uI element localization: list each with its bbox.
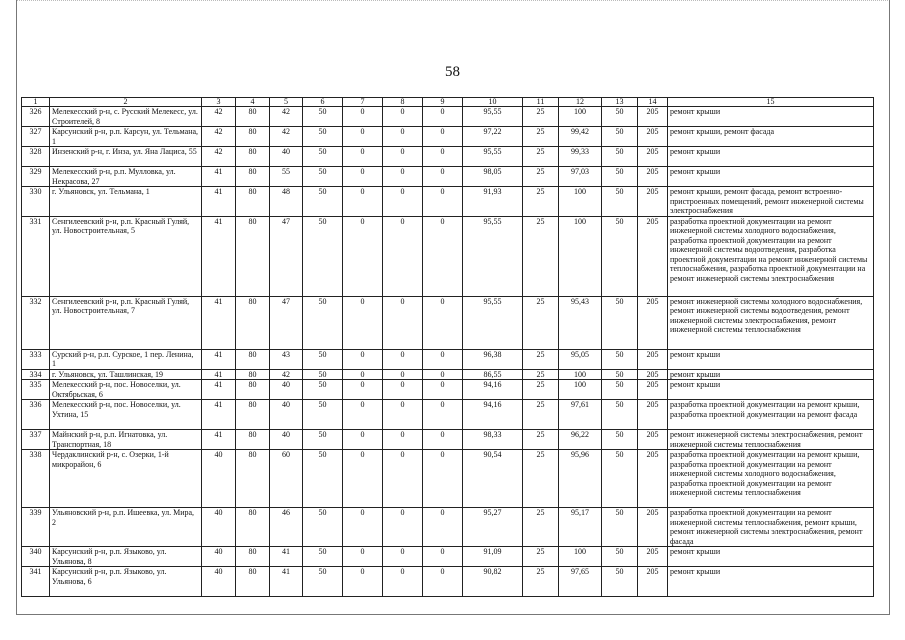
- value-cell: 50: [602, 167, 638, 187]
- column-header: 9: [423, 98, 463, 107]
- value-cell: 50: [602, 430, 638, 450]
- value-cell: 0: [343, 127, 383, 147]
- value-cell: 41: [202, 380, 236, 400]
- column-header: 5: [270, 98, 303, 107]
- value-cell: 80: [236, 167, 270, 187]
- value-cell: 96,22: [559, 430, 602, 450]
- value-cell: 0: [343, 187, 383, 217]
- address-cell: Мелекесский р-н, пос. Новоселки, ул. Октябрьская, 6: [50, 380, 202, 400]
- work-description-cell: ремонт инженерной системы электроснабжения, ремонт инженерной системы теплоснабжения: [668, 430, 874, 450]
- value-cell: 50: [602, 187, 638, 217]
- table-row: [22, 400, 874, 430]
- value-cell: 0: [423, 349, 463, 369]
- value-cell: 0: [423, 187, 463, 217]
- row-number: 336: [22, 400, 50, 430]
- value-cell: 95,55: [463, 107, 523, 127]
- value-cell: 40: [270, 147, 303, 167]
- value-cell: 0: [383, 107, 423, 127]
- table-body: [22, 98, 874, 597]
- value-cell: 50: [303, 400, 343, 430]
- value-cell: 98,33: [463, 430, 523, 450]
- value-cell: 25: [523, 508, 559, 547]
- value-cell: 50: [602, 349, 638, 369]
- work-description-cell: разработка проектной документации на ремонт крыши, разработка проектной документации на ремонт инженерной системы холодного водоснабжения, разработка проектной документации на ремонт инженерной системы теплоснабжения: [668, 450, 874, 508]
- value-cell: 0: [343, 296, 383, 349]
- value-cell: 41: [202, 187, 236, 217]
- value-cell: 80: [236, 216, 270, 296]
- value-cell: 0: [343, 380, 383, 400]
- value-cell: 50: [602, 508, 638, 547]
- value-cell: 90,82: [463, 567, 523, 597]
- address-cell: Сурский р-н, р.п. Сурское, 1 пер. Ленина, 1: [50, 349, 202, 369]
- work-description-cell: разработка проектной документации на ремонт крыши, разработка проектной документации на ремонт фасада: [668, 400, 874, 430]
- value-cell: 205: [638, 567, 668, 597]
- value-cell: 205: [638, 380, 668, 400]
- value-cell: 0: [343, 167, 383, 187]
- value-cell: 0: [343, 369, 383, 380]
- value-cell: 55: [270, 167, 303, 187]
- row-number: 335: [22, 380, 50, 400]
- column-header: 2: [50, 98, 202, 107]
- value-cell: 42: [202, 147, 236, 167]
- address-cell: Чердаклинский р-н, с. Озерки, 1-й микрорайон, 6: [50, 450, 202, 508]
- value-cell: 25: [523, 216, 559, 296]
- value-cell: 0: [423, 369, 463, 380]
- value-cell: 95,55: [463, 216, 523, 296]
- address-cell: г. Ульяновск, ул. Тельмана, 1: [50, 187, 202, 217]
- row-number: 340: [22, 547, 50, 567]
- work-description-cell: ремонт крыши: [668, 349, 874, 369]
- row-number: 330: [22, 187, 50, 217]
- value-cell: 40: [202, 450, 236, 508]
- row-number: 329: [22, 167, 50, 187]
- value-cell: 0: [343, 547, 383, 567]
- address-cell: Майнский р-н, р.п. Игнатовка, ул. Транспортная, 18: [50, 430, 202, 450]
- value-cell: 42: [202, 127, 236, 147]
- address-cell: Сенгилеевский р-н, р.п. Красный Гуляй, ул. Новостроительная, 5: [50, 216, 202, 296]
- value-cell: 205: [638, 187, 668, 217]
- value-cell: 25: [523, 567, 559, 597]
- value-cell: 0: [383, 380, 423, 400]
- column-header: 13: [602, 98, 638, 107]
- value-cell: 95,55: [463, 296, 523, 349]
- address-cell: Карсунский р-н, р.п. Языково, ул. Ульянова, 6: [50, 567, 202, 597]
- page-number: 58: [445, 64, 460, 80]
- table-row: [22, 107, 874, 127]
- value-cell: 99,33: [559, 147, 602, 167]
- value-cell: 95,43: [559, 296, 602, 349]
- value-cell: 205: [638, 547, 668, 567]
- value-cell: 80: [236, 107, 270, 127]
- table-row: [22, 349, 874, 369]
- value-cell: 41: [270, 567, 303, 597]
- value-cell: 0: [423, 450, 463, 508]
- value-cell: 41: [202, 400, 236, 430]
- work-description-cell: ремонт крыши, ремонт фасада: [668, 127, 874, 147]
- column-header: 8: [383, 98, 423, 107]
- value-cell: 25: [523, 430, 559, 450]
- row-number: 326: [22, 107, 50, 127]
- value-cell: 50: [303, 508, 343, 547]
- repair-program-table: [21, 97, 874, 597]
- value-cell: 94,16: [463, 400, 523, 430]
- table-row: [22, 127, 874, 147]
- value-cell: 25: [523, 107, 559, 127]
- table-row: [22, 567, 874, 597]
- value-cell: 25: [523, 369, 559, 380]
- value-cell: 50: [303, 167, 343, 187]
- value-cell: 80: [236, 547, 270, 567]
- table-row: [22, 296, 874, 349]
- value-cell: 80: [236, 349, 270, 369]
- work-description-cell: разработка проектной документации на ремонт инженерной системы теплоснабжения, ремонт крыши, ремонт инженерной системы электроснабжения, ремонт фасада: [668, 508, 874, 547]
- value-cell: 0: [383, 349, 423, 369]
- value-cell: 205: [638, 127, 668, 147]
- value-cell: 0: [423, 547, 463, 567]
- table-row: [22, 167, 874, 187]
- value-cell: 0: [383, 508, 423, 547]
- value-cell: 50: [602, 369, 638, 380]
- value-cell: 95,27: [463, 508, 523, 547]
- value-cell: 50: [602, 400, 638, 430]
- value-cell: 80: [236, 567, 270, 597]
- value-cell: 80: [236, 508, 270, 547]
- value-cell: 0: [383, 127, 423, 147]
- value-cell: 100: [559, 547, 602, 567]
- value-cell: 0: [343, 430, 383, 450]
- value-cell: 205: [638, 430, 668, 450]
- address-cell: Инзенский р-н, г. Инза, ул. Яна Лациса, 55: [50, 147, 202, 167]
- value-cell: 205: [638, 296, 668, 349]
- value-cell: 0: [423, 430, 463, 450]
- value-cell: 41: [202, 369, 236, 380]
- value-cell: 0: [343, 349, 383, 369]
- value-cell: 48: [270, 187, 303, 217]
- value-cell: 97,03: [559, 167, 602, 187]
- value-cell: 46: [270, 508, 303, 547]
- column-header: 10: [463, 98, 523, 107]
- address-cell: Мелекесский р-н, р.п. Мулловка, ул. Некрасова, 27: [50, 167, 202, 187]
- value-cell: 100: [559, 187, 602, 217]
- value-cell: 50: [303, 450, 343, 508]
- value-cell: 0: [383, 296, 423, 349]
- value-cell: 50: [303, 107, 343, 127]
- row-number: 334: [22, 369, 50, 380]
- value-cell: 50: [602, 127, 638, 147]
- value-cell: 86,55: [463, 369, 523, 380]
- address-cell: Сенгилеевский р-н, р.п. Красный Гуляй, ул. Новостроительная, 7: [50, 296, 202, 349]
- value-cell: 50: [303, 296, 343, 349]
- work-description-cell: разработка проектной документации на ремонт инженерной системы холодного водоснабжения, разработка проектной документации на ремонт инженерной системы водоотведения, разработка проектной документации на ремонт инженерной системы теплоснабжения, разработка проектной документации на ремонт инженерной системы электроснабжения: [668, 216, 874, 296]
- value-cell: 50: [602, 567, 638, 597]
- value-cell: 100: [559, 380, 602, 400]
- value-cell: 40: [270, 380, 303, 400]
- value-cell: 205: [638, 450, 668, 508]
- value-cell: 25: [523, 187, 559, 217]
- value-cell: 98,05: [463, 167, 523, 187]
- value-cell: 0: [343, 107, 383, 127]
- value-cell: 0: [423, 296, 463, 349]
- value-cell: 40: [202, 567, 236, 597]
- row-number: 341: [22, 567, 50, 597]
- value-cell: 0: [343, 508, 383, 547]
- value-cell: 80: [236, 127, 270, 147]
- value-cell: 40: [202, 508, 236, 547]
- value-cell: 0: [383, 430, 423, 450]
- value-cell: 96,38: [463, 349, 523, 369]
- work-description-cell: ремонт крыши: [668, 567, 874, 597]
- value-cell: 50: [602, 296, 638, 349]
- value-cell: 50: [303, 567, 343, 597]
- value-cell: 80: [236, 430, 270, 450]
- column-header: 14: [638, 98, 668, 107]
- value-cell: 25: [523, 127, 559, 147]
- table-row: [22, 430, 874, 450]
- value-cell: 40: [202, 547, 236, 567]
- table-row: [22, 380, 874, 400]
- value-cell: 0: [383, 147, 423, 167]
- value-cell: 95,55: [463, 147, 523, 167]
- value-cell: 205: [638, 369, 668, 380]
- value-cell: 50: [602, 547, 638, 567]
- value-cell: 50: [602, 380, 638, 400]
- value-cell: 97,61: [559, 400, 602, 430]
- value-cell: 91,09: [463, 547, 523, 567]
- value-cell: 47: [270, 296, 303, 349]
- value-cell: 97,65: [559, 567, 602, 597]
- value-cell: 205: [638, 147, 668, 167]
- work-description-cell: ремонт крыши: [668, 167, 874, 187]
- column-header: 3: [202, 98, 236, 107]
- column-header: 4: [236, 98, 270, 107]
- value-cell: 60: [270, 450, 303, 508]
- value-cell: 50: [602, 450, 638, 508]
- value-cell: 205: [638, 349, 668, 369]
- value-cell: 0: [383, 547, 423, 567]
- value-cell: 41: [202, 349, 236, 369]
- row-number: 338: [22, 450, 50, 508]
- value-cell: 0: [423, 216, 463, 296]
- value-cell: 205: [638, 167, 668, 187]
- work-description-cell: ремонт крыши: [668, 107, 874, 127]
- table-row: [22, 547, 874, 567]
- value-cell: 41: [202, 216, 236, 296]
- value-cell: 41: [202, 430, 236, 450]
- column-header: 6: [303, 98, 343, 107]
- value-cell: 50: [602, 216, 638, 296]
- value-cell: 25: [523, 380, 559, 400]
- row-number: 332: [22, 296, 50, 349]
- value-cell: 42: [270, 369, 303, 380]
- value-cell: 80: [236, 369, 270, 380]
- value-cell: 42: [202, 107, 236, 127]
- value-cell: 41: [202, 296, 236, 349]
- value-cell: 0: [383, 167, 423, 187]
- value-cell: 0: [423, 567, 463, 597]
- value-cell: 40: [270, 430, 303, 450]
- value-cell: 47: [270, 216, 303, 296]
- value-cell: 205: [638, 508, 668, 547]
- value-cell: 80: [236, 450, 270, 508]
- address-cell: Мелекесский р-н, пос. Новоселки, ул. Ухтина, 15: [50, 400, 202, 430]
- value-cell: 205: [638, 216, 668, 296]
- value-cell: 95,17: [559, 508, 602, 547]
- address-cell: г. Ульяновск, ул. Ташлинская, 19: [50, 369, 202, 380]
- work-description-cell: ремонт крыши: [668, 380, 874, 400]
- row-number: 328: [22, 147, 50, 167]
- value-cell: 0: [343, 567, 383, 597]
- value-cell: 50: [303, 127, 343, 147]
- row-number: 339: [22, 508, 50, 547]
- column-number-row: [22, 98, 874, 107]
- value-cell: 50: [303, 187, 343, 217]
- address-cell: Ульяновский р-н, р.п. Ишеевка, ул. Мира, 2: [50, 508, 202, 547]
- work-description-cell: ремонт крыши, ремонт фасада, ремонт встроенно-пристроенных помещений, ремонт инженерной системы электроснабжения: [668, 187, 874, 217]
- value-cell: 25: [523, 450, 559, 508]
- work-description-cell: ремонт крыши: [668, 369, 874, 380]
- value-cell: 80: [236, 380, 270, 400]
- value-cell: 50: [303, 430, 343, 450]
- value-cell: 25: [523, 400, 559, 430]
- work-description-cell: ремонт инженерной системы холодного водоснабжения, ремонт инженерной системы водоотведения, ремонт инженерной системы электроснабжения, ремонт инженерной системы теплоснабжения: [668, 296, 874, 349]
- table-row: [22, 187, 874, 217]
- address-cell: Карсунский р-н, р.п. Языково, ул. Ульянова, 8: [50, 547, 202, 567]
- value-cell: 97,22: [463, 127, 523, 147]
- value-cell: 0: [423, 400, 463, 430]
- value-cell: 100: [559, 216, 602, 296]
- value-cell: 42: [270, 127, 303, 147]
- value-cell: 40: [270, 400, 303, 430]
- value-cell: 94,16: [463, 380, 523, 400]
- column-header: 12: [559, 98, 602, 107]
- value-cell: 0: [343, 216, 383, 296]
- value-cell: 99,42: [559, 127, 602, 147]
- value-cell: 41: [202, 167, 236, 187]
- value-cell: 50: [303, 369, 343, 380]
- value-cell: 50: [303, 547, 343, 567]
- value-cell: 91,93: [463, 187, 523, 217]
- work-description-cell: ремонт крыши: [668, 547, 874, 567]
- work-description-cell: ремонт крыши: [668, 147, 874, 167]
- table-row: [22, 216, 874, 296]
- value-cell: 0: [423, 107, 463, 127]
- value-cell: 80: [236, 147, 270, 167]
- value-cell: 205: [638, 107, 668, 127]
- row-number: 333: [22, 349, 50, 369]
- value-cell: 80: [236, 187, 270, 217]
- value-cell: 80: [236, 296, 270, 349]
- value-cell: 43: [270, 349, 303, 369]
- value-cell: 25: [523, 547, 559, 567]
- column-header: 7: [343, 98, 383, 107]
- column-header: 11: [523, 98, 559, 107]
- value-cell: 0: [383, 369, 423, 380]
- value-cell: 0: [423, 167, 463, 187]
- value-cell: 100: [559, 369, 602, 380]
- value-cell: 25: [523, 147, 559, 167]
- row-number: 331: [22, 216, 50, 296]
- value-cell: 95,05: [559, 349, 602, 369]
- value-cell: 0: [423, 127, 463, 147]
- value-cell: 42: [270, 107, 303, 127]
- value-cell: 0: [343, 147, 383, 167]
- column-header: 15: [668, 98, 874, 107]
- table-row: [22, 369, 874, 380]
- value-cell: 100: [559, 107, 602, 127]
- address-cell: Мелекесский р-н, с. Русский Мелекесс, ул. Строителей, 8: [50, 107, 202, 127]
- table-row: [22, 508, 874, 547]
- table-row: [22, 450, 874, 508]
- value-cell: 0: [423, 147, 463, 167]
- value-cell: 50: [303, 147, 343, 167]
- column-header: 1: [22, 98, 50, 107]
- value-cell: 80: [236, 400, 270, 430]
- value-cell: 41: [270, 547, 303, 567]
- value-cell: 50: [602, 147, 638, 167]
- row-number: 327: [22, 127, 50, 147]
- value-cell: 25: [523, 296, 559, 349]
- value-cell: 0: [383, 216, 423, 296]
- value-cell: 50: [303, 380, 343, 400]
- value-cell: 25: [523, 167, 559, 187]
- value-cell: 0: [383, 567, 423, 597]
- value-cell: 205: [638, 400, 668, 430]
- value-cell: 0: [343, 450, 383, 508]
- value-cell: 0: [383, 400, 423, 430]
- value-cell: 0: [383, 450, 423, 508]
- table-row: [22, 147, 874, 167]
- value-cell: 0: [423, 380, 463, 400]
- value-cell: 90,54: [463, 450, 523, 508]
- value-cell: 50: [303, 349, 343, 369]
- value-cell: 50: [602, 107, 638, 127]
- value-cell: 0: [343, 400, 383, 430]
- value-cell: 0: [383, 187, 423, 217]
- row-number: 337: [22, 430, 50, 450]
- value-cell: 0: [423, 508, 463, 547]
- value-cell: 50: [303, 216, 343, 296]
- value-cell: 95,96: [559, 450, 602, 508]
- value-cell: 25: [523, 349, 559, 369]
- address-cell: Карсунский р-н, р.п. Карсун, ул. Тельмана, 1: [50, 127, 202, 147]
